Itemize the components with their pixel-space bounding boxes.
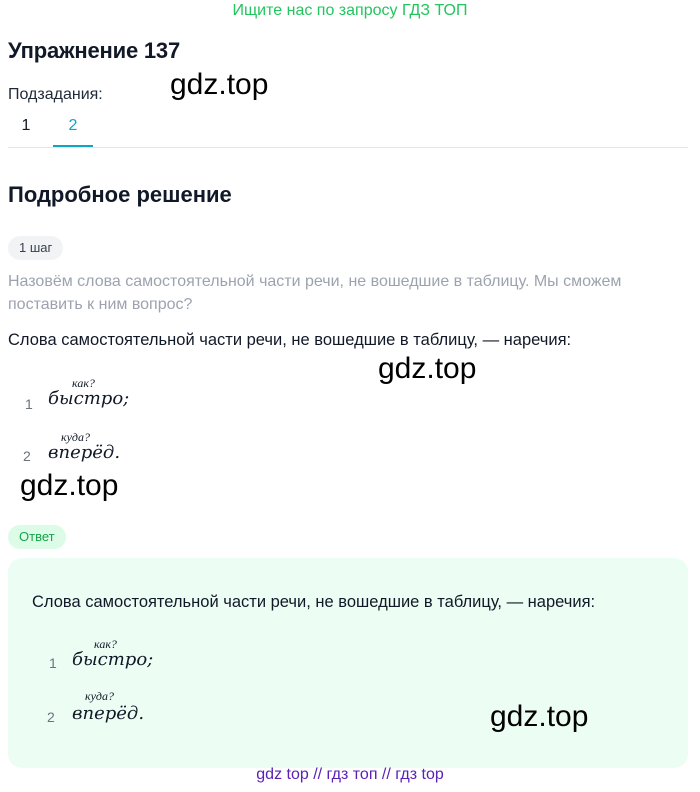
tab-1[interactable]: 1 [21, 117, 31, 134]
search-banner[interactable]: Ищите нас по запросу ГДЗ ТОП [232, 2, 468, 19]
answer-badge: Ответ [8, 525, 66, 549]
exercise-title: Упражнение 137 [8, 38, 180, 63]
question-mark-label: как? [94, 637, 117, 651]
list-item-number: 1 [25, 396, 33, 412]
watermark: gdz.top [170, 68, 269, 101]
list-item-word: вперёд. [48, 442, 121, 463]
list-item-word: вперёд. [72, 703, 145, 724]
question-mark-label: куда? [61, 430, 90, 444]
step-badge: 1 шаг [8, 236, 63, 260]
hint-text: Назовём слова самостоятельной части речи, не вошедшие в таблицу. Мы сможем поставить к ним вопрос? [8, 273, 622, 313]
list-item-word: быстро; [72, 649, 154, 670]
answer-text: Слова самостоятельной части речи, не вошедшие в таблицу, — наречия: [32, 593, 596, 611]
solution-text: Слова самостоятельной части речи, не вошедшие в таблицу, — наречия: [8, 331, 572, 349]
watermark: gdz.top [490, 700, 589, 733]
solution-title: Подробное решение [8, 182, 232, 207]
watermark: gdz.top [20, 469, 119, 502]
list-item-word: быстро; [48, 388, 130, 409]
list-item-number: 2 [23, 448, 31, 464]
watermark: gdz.top [378, 352, 477, 385]
list-item-number: 1 [49, 655, 57, 671]
subtasks-label: Подзадания: [8, 86, 103, 103]
list-item-number: 2 [47, 709, 55, 725]
tab-2[interactable]: 2 [53, 110, 93, 147]
question-mark-label: как? [72, 376, 95, 390]
question-mark-label: куда? [85, 689, 114, 703]
footer-links[interactable]: gdz top // гдз топ // гдз top [256, 766, 444, 783]
subtask-tabs [8, 110, 688, 148]
